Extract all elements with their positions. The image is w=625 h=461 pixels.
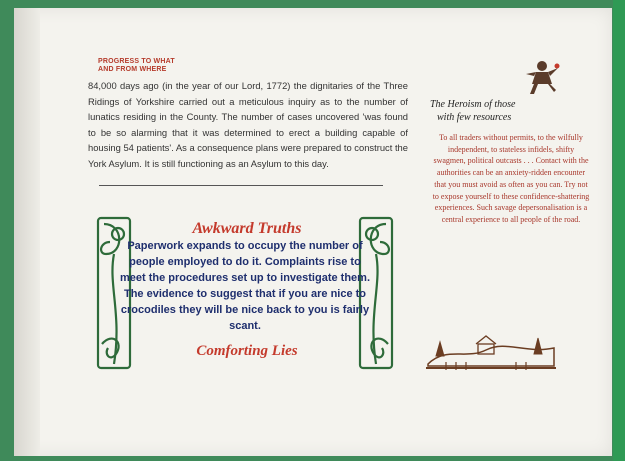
heroism-line-1: The Heroism of those <box>430 99 516 110</box>
section-heading <box>98 58 175 74</box>
book-edge <box>613 0 625 461</box>
awkward-truths-text: Paperwork expands to occupy the number of people employed to do it. Complaints rise to meet the procedures set up to investigate them. The evidence to suggest that if you are nice to crocodiles they will be nice back to you is fairly scant. <box>120 240 371 332</box>
heroism-line-2: with few resources <box>437 112 512 123</box>
landscape-illustration-icon <box>426 332 556 372</box>
heading-line-1: PROGRESS TO WHAT <box>98 58 175 65</box>
divider-rule <box>99 185 383 186</box>
heading-line-2: AND FROM WHERE <box>98 66 167 73</box>
book-spine <box>14 8 40 456</box>
heroism-heading <box>430 98 590 124</box>
body-paragraph: 84,000 days ago (in the year of our Lord, 1772) the dignitaries of the Three Ridings of Yorkshire carried out a meticulous inquiry as to the number of lunatics residing in the County. The number of cases uncovered 'was found to be so alarming that it was determined to erect a building capable of housing 54 patients'. As a consequence plans were prepared to construct the York Asylum. It is still functioning as an Asylum to this day. <box>88 80 408 169</box>
awkward-truths-title: Awkward Truths <box>192 220 302 237</box>
comforting-lies-title: Comforting Lies <box>196 343 298 359</box>
dancing-figure-icon <box>522 56 564 96</box>
right-paragraph: To all traders without permits, to the wilfully independent, to stateless infidels, shifty swagmen, political outcasts . . . Contact with the authorities can be an anxiety-ridden encounter that you must avoid as often as you can. Try not to expose yourself to these confidence-shattering experiences. Such savage depersonalisation is a central experience to all people of the road. <box>432 133 590 224</box>
